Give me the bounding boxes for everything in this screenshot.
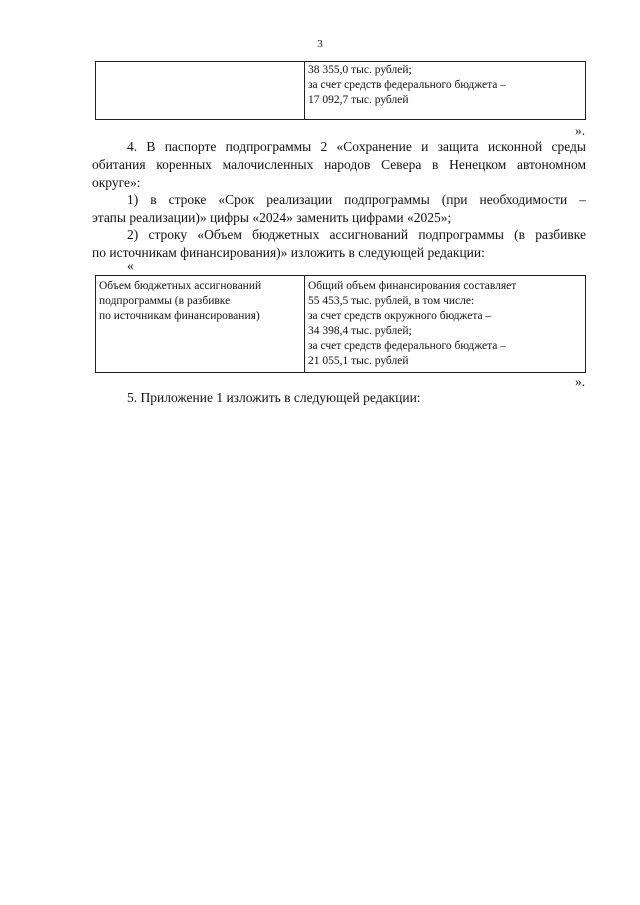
cell-line: за счет средств федерального бюджета – bbox=[308, 340, 507, 352]
closing-quote: ». bbox=[575, 374, 586, 389]
paragraph-item-4-1-line: этапы реализации)» цифры «2024» заменить цифрами «2025»; bbox=[92, 210, 452, 225]
paragraph-item-4-2-line: по источникам финансирования)» изложить в следующей редакции: bbox=[92, 245, 485, 260]
closing-quote: ». bbox=[575, 123, 586, 138]
paragraph-item-4-1-line: 1) в строке «Срок реализации подпрограммы (при необходимости – bbox=[127, 192, 586, 207]
paragraph-item-5: 5. Приложение 1 изложить в следующей редакции: bbox=[127, 390, 421, 405]
cell-line: 17 092,7 тыс. рублей bbox=[308, 94, 409, 106]
table-row bbox=[96, 62, 586, 120]
paragraph-item-4-line: 4. В паспорте подпрограммы 2 «Сохранение и защита исконной среды bbox=[127, 139, 586, 154]
paragraph-item-4-line: обитания коренных малочисленных народов Севера в Ненецком автономном bbox=[92, 157, 586, 172]
table-cell-left bbox=[96, 62, 305, 120]
cell-line: 38 355,0 тыс. рублей; bbox=[308, 64, 412, 76]
cell-line: 34 398,4 тыс. рублей; bbox=[308, 325, 412, 337]
cell-line: за счет средств федерального бюджета – bbox=[308, 79, 507, 91]
cell-line: Общий объем финансирования составляет bbox=[308, 280, 517, 292]
cell-line: подпрограммы (в разбивке bbox=[99, 295, 231, 307]
table-cell-left bbox=[96, 276, 305, 373]
cell-line: Объем бюджетных ассигнований bbox=[99, 280, 262, 292]
paragraph-item-4-line: округе»: bbox=[92, 175, 141, 190]
page-number: 3 bbox=[317, 38, 323, 50]
cell-line: за счет средств окружного бюджета – bbox=[308, 310, 492, 322]
cell-line: 55 453,5 тыс. рублей, в том числе: bbox=[308, 295, 475, 307]
table-cell-right bbox=[305, 276, 586, 373]
cell-line: по источникам финансирования) bbox=[99, 310, 260, 322]
budget-allocations-table bbox=[95, 275, 586, 373]
cell-line: 21 055,1 тыс. рублей bbox=[308, 355, 409, 367]
opening-quote: « bbox=[127, 258, 134, 273]
paragraph-item-4-2-line: 2) строку «Объем бюджетных ассигнований подпрограммы (в разбивке bbox=[127, 227, 586, 242]
continuation-table bbox=[95, 61, 586, 120]
table-row bbox=[96, 276, 586, 373]
table-cell-right bbox=[305, 62, 586, 120]
